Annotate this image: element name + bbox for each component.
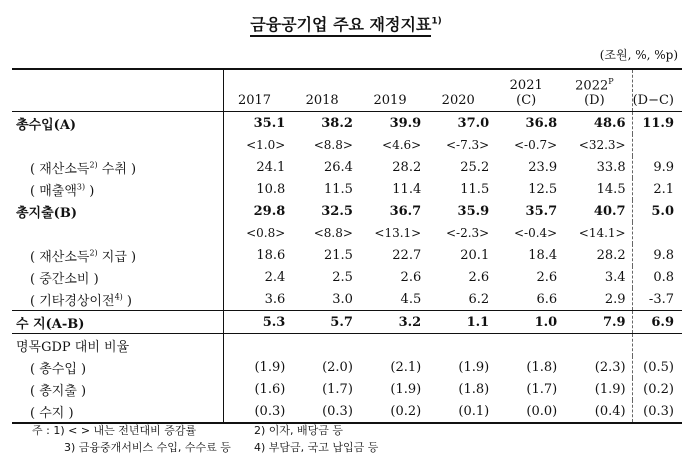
title-footnote: 1) — [431, 16, 442, 27]
table-row — [12, 244, 682, 266]
footnotes — [32, 422, 378, 456]
header-year-2018: 2018 — [291, 69, 359, 112]
header-blank — [12, 69, 223, 112]
table-cell: 2.6 — [468, 269, 490, 285]
table-cell: 24.1 — [256, 159, 286, 175]
table-cell: 11.4 — [392, 181, 422, 197]
footnote-4: 4) 부담금, 국고 납입금 등 — [254, 441, 379, 454]
table-cell: 3.6 — [264, 291, 286, 307]
diff-cell: 9.9 — [632, 156, 682, 178]
row-label: ( 재산소득$^{2)}$ 수취 ) — [12, 156, 223, 178]
row-label: 총수입(A) — [12, 112, 223, 135]
footnote-row-2 — [32, 439, 378, 456]
table-cell: (0.0) — [495, 400, 563, 423]
table-cell: <-2.3> — [445, 226, 490, 240]
table-row — [12, 288, 682, 311]
table-cell — [563, 334, 632, 357]
table-title — [0, 12, 692, 35]
table-row — [12, 400, 682, 423]
table-cell: 18.6 — [256, 247, 286, 263]
header-year-2022: $2022^P$ (D) — [563, 69, 632, 112]
header-row — [12, 69, 682, 112]
table-cell: 12.5 — [528, 181, 558, 197]
table-cell: 6.6 — [536, 291, 558, 307]
table-cell: <4.6> — [382, 138, 422, 152]
table-row — [12, 378, 682, 400]
table-cell: 1.1 — [427, 311, 495, 334]
row-label: 수 지(A-B) — [12, 311, 223, 334]
diff-cell: 6.9 — [632, 311, 682, 334]
table-cell: (1.7) — [322, 381, 353, 397]
table-cell: (1.6) — [254, 381, 286, 397]
table-cell: (1.9) — [390, 381, 422, 397]
table-cell: (0.4) — [563, 400, 632, 423]
table-cell — [427, 334, 495, 357]
table-cell: 5.3 — [223, 311, 291, 334]
title-text: 금융공기업 주요 재정지표 — [250, 15, 431, 37]
row-label — [12, 222, 223, 244]
diff-cell: 2.1 — [632, 178, 682, 200]
table-cell: (2.0) — [322, 359, 353, 375]
table-row — [12, 334, 682, 357]
header-year-2020: 2020 — [427, 69, 495, 112]
row-label: ( 매출액$^{3)}$ ) — [12, 178, 223, 200]
footnote-2: 2) 이자, 배당금 등 — [254, 424, 344, 437]
table-cell: 6.2 — [468, 291, 490, 307]
row-label: ( 수지 ) — [12, 400, 223, 423]
table-cell: 26.4 — [323, 159, 353, 175]
footnote-1: 주 : 1) < > 내는 전년대비 증감률 — [32, 424, 197, 437]
diff-cell: 9.8 — [632, 244, 682, 266]
table-cell: 11.5 — [323, 181, 353, 197]
row-label: ( 중간소비 ) — [12, 266, 223, 288]
table-cell: <0.8> — [246, 226, 286, 240]
table-cell — [495, 334, 563, 357]
table-cell: (0.3) — [291, 400, 359, 423]
table-cell: 28.2 — [392, 159, 422, 175]
table-cell: 18.4 — [528, 247, 558, 263]
table-cell: 21.5 — [323, 247, 353, 263]
table-cell: (1.7) — [526, 381, 558, 397]
table-cell: 23.9 — [528, 159, 558, 175]
table-cell: 22.7 — [392, 247, 422, 263]
table-cell: <8.8> — [313, 226, 353, 240]
table-cell: (1.9) — [594, 381, 626, 397]
fiscal-indicator-table — [12, 68, 682, 424]
table-row — [12, 112, 682, 135]
table-cell: 2.6 — [400, 269, 422, 285]
table-cell: 2.4 — [264, 269, 286, 285]
table-cell: 2.9 — [604, 291, 626, 307]
table-cell: <-7.3> — [445, 138, 490, 152]
table-cell: 36.7 — [389, 203, 422, 219]
table-cell: 2.6 — [536, 269, 558, 285]
table-cell: (1.9) — [458, 359, 490, 375]
unit-label: (조원, %, %p) — [599, 48, 678, 62]
table-cell: <13.1> — [374, 226, 422, 240]
table-cell: (0.2) — [359, 400, 427, 423]
table-cell: 10.8 — [256, 181, 286, 197]
table-cell — [359, 334, 427, 357]
diff-cell — [632, 334, 682, 357]
table-cell — [291, 334, 359, 357]
table-cell: 35.7 — [525, 203, 558, 219]
table-cell: 3.4 — [604, 269, 626, 285]
header-year-2019: 2019 — [359, 69, 427, 112]
diff-cell: (0.2) — [632, 378, 682, 400]
table-cell: (1.8) — [458, 381, 490, 397]
table-cell: 39.9 — [389, 115, 422, 131]
table-cell: <1.0> — [246, 138, 286, 152]
diff-cell: 5.0 — [632, 200, 682, 222]
table-cell — [223, 334, 291, 357]
table-cell: <-0.4> — [513, 226, 558, 240]
header-year-2017: 2017 — [223, 69, 291, 112]
table-row — [12, 134, 682, 156]
diff-cell — [632, 222, 682, 244]
footnote-row-1 — [32, 422, 378, 439]
table-cell: (2.1) — [390, 359, 422, 375]
table-cell: 33.8 — [596, 159, 626, 175]
diff-cell: -3.7 — [632, 288, 682, 311]
row-label: ( 기타경상이전$^{4)}$ ) — [12, 288, 223, 311]
table-cell: 4.5 — [400, 291, 422, 307]
table-row — [12, 200, 682, 222]
header-year-2021: 2021 (C) — [495, 69, 563, 112]
diff-cell: (0.5) — [632, 356, 682, 378]
table-cell: 37.0 — [457, 115, 490, 131]
row-label: 명목GDP 대비 비율 — [12, 334, 223, 357]
table-cell: 3.2 — [359, 311, 427, 334]
table-cell: 20.1 — [460, 247, 490, 263]
table-cell: 3.0 — [332, 291, 353, 307]
header-diff: (D−C) — [632, 69, 682, 112]
row-label: ( 총지출 ) — [12, 378, 223, 400]
table-cell: 38.2 — [321, 115, 353, 131]
table-cell: 29.8 — [253, 203, 286, 219]
diff-cell: 0.8 — [632, 266, 682, 288]
table-cell: 7.9 — [563, 311, 632, 334]
table-cell: (1.9) — [254, 359, 286, 375]
row-label — [12, 134, 223, 156]
table-cell: <8.8> — [313, 138, 353, 152]
table-cell: <32.3> — [578, 138, 626, 152]
table-row — [12, 266, 682, 288]
row-label: ( 재산소득$^{2)}$ 지급 ) — [12, 244, 223, 266]
table-cell: 40.7 — [593, 203, 626, 219]
row-label: 총지출(B) — [12, 200, 223, 222]
diff-cell: 11.9 — [632, 112, 682, 135]
table-cell: (0.3) — [223, 400, 291, 423]
table-cell: 2.5 — [332, 269, 353, 285]
table-cell: (0.1) — [427, 400, 495, 423]
row-label: ( 총수입 ) — [12, 356, 223, 378]
diff-cell: (0.3) — [632, 400, 682, 423]
table-cell: 32.5 — [321, 203, 353, 219]
table-cell: 25.2 — [460, 159, 490, 175]
table-cell: 35.1 — [253, 115, 286, 131]
table-cell: 35.9 — [457, 203, 490, 219]
table-cell: (2.3) — [594, 359, 626, 375]
footnote-3: 3) 금융중개서비스 수입, 수수료 등 — [64, 441, 231, 454]
table-row — [12, 311, 682, 334]
table-cell: (1.8) — [526, 359, 558, 375]
table-cell: <-0.7> — [513, 138, 558, 152]
table-cell: 48.6 — [593, 115, 626, 131]
table-row — [12, 178, 682, 200]
table-row — [12, 156, 682, 178]
table-row — [12, 222, 682, 244]
table-cell: 36.8 — [525, 115, 558, 131]
table-cell: 11.5 — [460, 181, 490, 197]
table-cell: 14.5 — [596, 181, 626, 197]
table-cell: <14.1> — [578, 226, 626, 240]
table-cell: 1.0 — [495, 311, 563, 334]
table-cell: 28.2 — [596, 247, 626, 263]
table-cell: 5.7 — [291, 311, 359, 334]
diff-cell — [632, 134, 682, 156]
table-row — [12, 356, 682, 378]
